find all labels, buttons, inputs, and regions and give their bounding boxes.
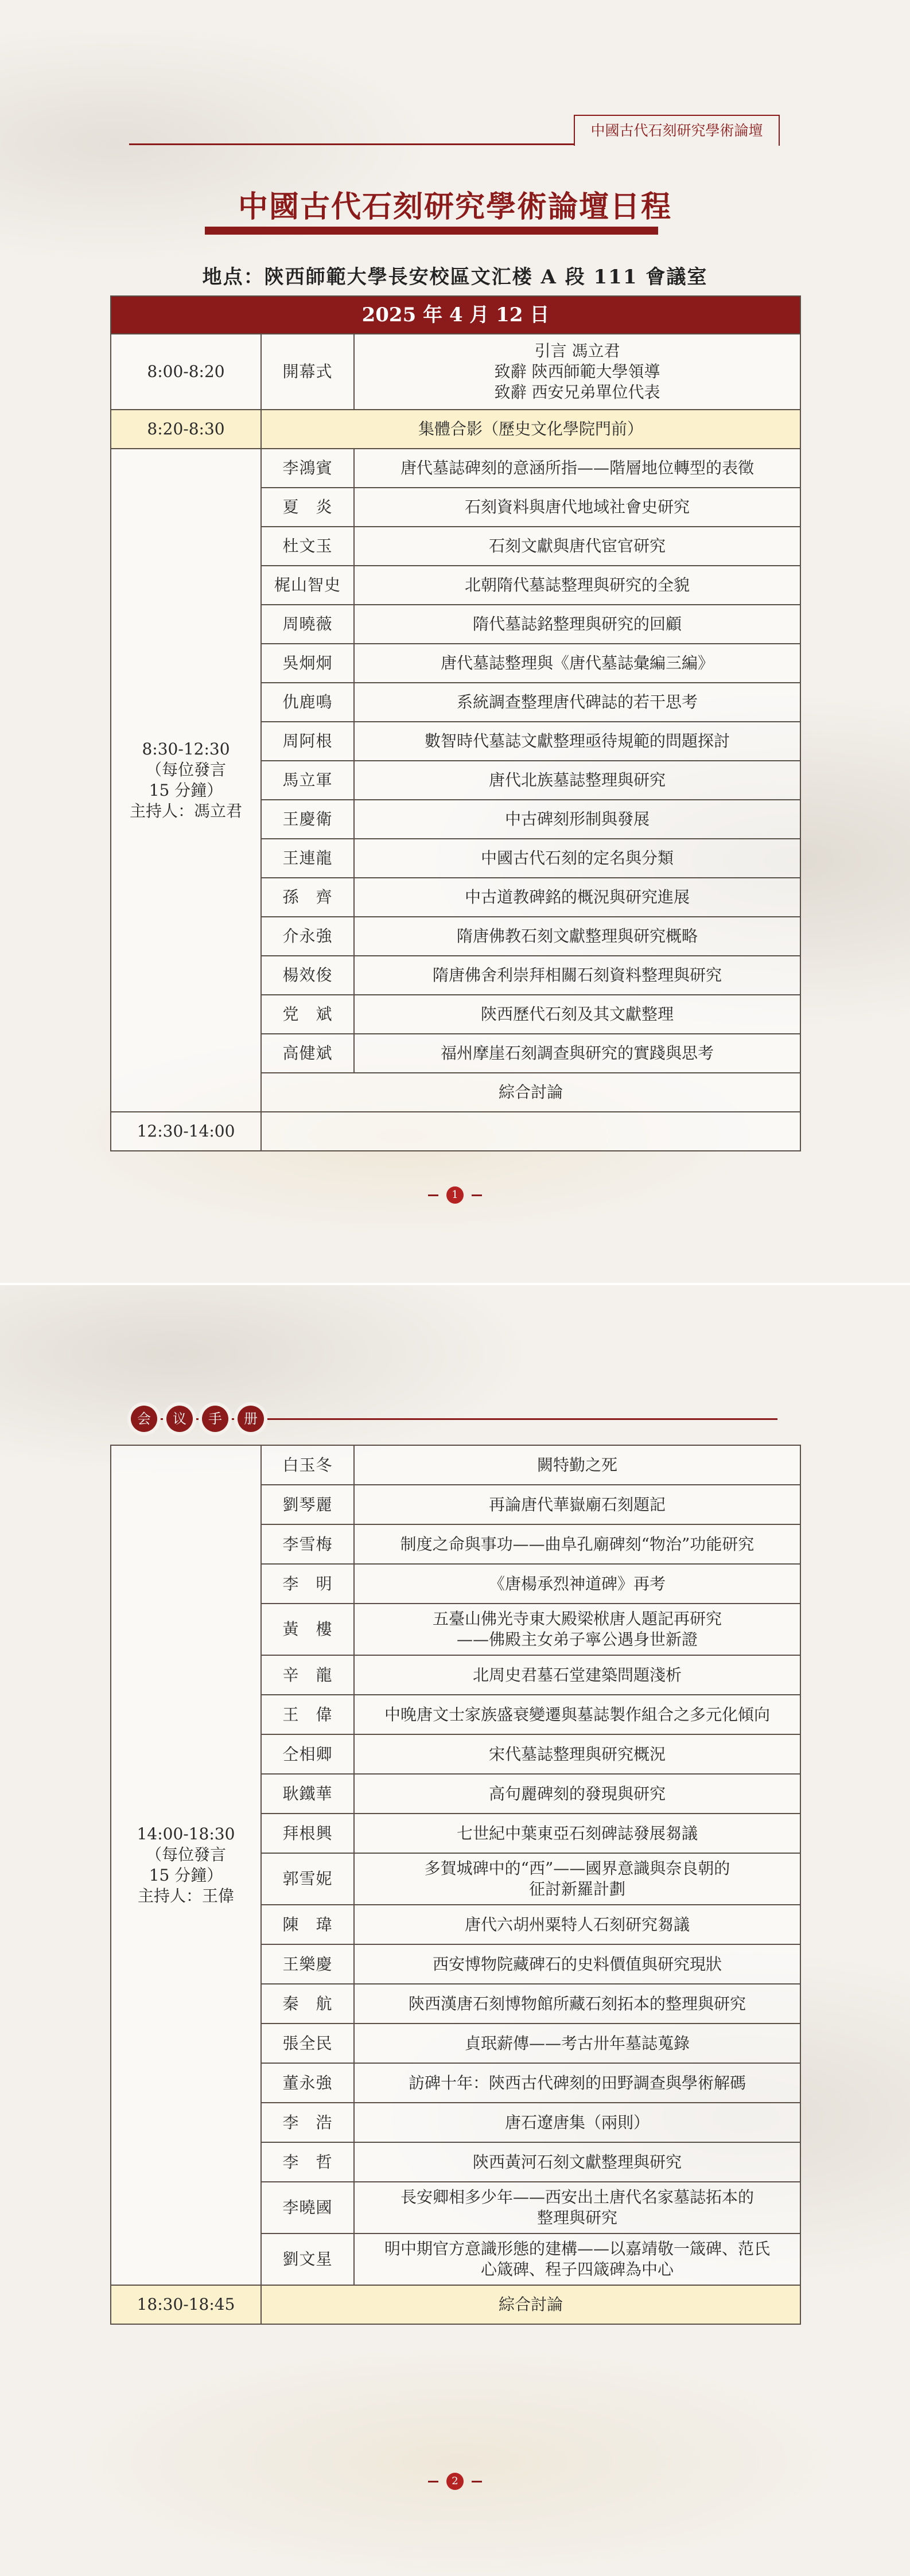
talk-topic-line: 中古碑刻形制與發展 (505, 810, 650, 828)
talk-topic-line: 中國古代石刻的定名與分類 (481, 849, 674, 867)
speaker-name: 馬立軍 (261, 761, 354, 800)
page-number-dash (472, 1194, 482, 1196)
talk-topic-line: 西安博物院藏碑石的史料價值與研究現狀 (432, 1954, 722, 1974)
location-text: 地点：陝西師範大學長安校區文汇楼 A 段 111 會議室 (202, 266, 708, 289)
speaker-name: 孫 齊 (261, 878, 354, 917)
opening-time: 8:00-8:20 (111, 334, 261, 410)
photo-row (111, 410, 800, 449)
talk-topic (354, 839, 800, 878)
session-host: 主持人：馮立君 (129, 801, 242, 820)
talk-topic (354, 761, 800, 800)
page-number-dot: 1 (446, 1186, 464, 1204)
speaker-name: 杜文玉 (261, 527, 354, 566)
closing-label: 綜合討論 (261, 2285, 800, 2324)
talk-topic-line: 闕特勤之死 (536, 1455, 617, 1474)
talk-topic-line: 七世紀中葉東亞石刻碑誌發展芻議 (456, 1823, 698, 1843)
speaker-name: 劉琴麗 (261, 1485, 354, 1524)
talk-topic-line: 數智時代墓誌文獻整理亟待規範的問題探討 (425, 731, 730, 750)
speaker-name: 拜根興 (261, 1814, 354, 1853)
speaker-name: 秦 航 (261, 1984, 354, 2024)
talk-topic (354, 644, 800, 683)
talk-topic-line: 中晚唐文士家族盛衰變遷與墓誌製作組合之多元化傾向 (384, 1705, 770, 1724)
speaker-name: 李鴻賓 (261, 449, 354, 488)
talk-topic-line: 福州摩崖石刻調查與研究的實踐與思考 (441, 1044, 714, 1063)
talk-topic (354, 995, 800, 1034)
talk-topic-line: 陝西黃河石刻文獻整理與研究 (472, 2152, 682, 2172)
speaker-name: 王慶衛 (261, 800, 354, 839)
talk-topic (354, 1564, 800, 1604)
talk-topic (354, 917, 800, 956)
talk-topic-line: 石刻文獻與唐代宦官研究 (489, 536, 666, 555)
speaker-name: 王樂慶 (261, 1944, 354, 1984)
talk-topic-line: 五臺山佛光寺東大殿梁栿唐人題記再研究 (432, 1609, 722, 1628)
speaker-name: 周阿根 (261, 722, 354, 761)
talk-topic-line: 整理與研究 (536, 2208, 617, 2227)
page-number-2 (0, 2473, 910, 2490)
talk-topic (354, 878, 800, 917)
talk-topic-line: 訪碑十年：陝西古代碑刻的田野調查與學術解碼 (408, 2073, 746, 2092)
talk-topic (354, 2063, 800, 2103)
speaker-name: 梶山智史 (261, 566, 354, 605)
talk-topic (354, 1604, 800, 1655)
manual-badge: 会 (131, 1406, 157, 1432)
schedule-table-morning (110, 295, 801, 1151)
speaker-name: 張全民 (261, 2024, 354, 2063)
talk-topic-line: 唐代墓誌整理與《唐代墓誌彙編三編》 (441, 653, 714, 672)
talk-topic (354, 1853, 800, 1905)
closing-row (111, 2285, 800, 2324)
talk-topic-line: 《唐楊承烈神道碑》再考 (488, 1574, 666, 1593)
session-info (111, 1445, 261, 2285)
talk-topic-line: 石刻資料與唐代地域社會史研究 (465, 497, 690, 516)
speaker-name: 仇鹿鳴 (261, 683, 354, 722)
speaker-name: 楊效俊 (261, 956, 354, 995)
speaker-name: 仝相卿 (261, 1734, 354, 1774)
talk-topic-line: 隋唐佛教石刻文獻整理與研究概略 (457, 927, 698, 945)
lunch-time: 12:30-14:00 (111, 1112, 261, 1151)
page-number-dot: 2 (446, 2473, 464, 2490)
manual-badge: 册 (238, 1406, 264, 1432)
page-number-dash (472, 2481, 482, 2482)
talk-topic-line: 隋代墓誌銘整理與研究的回顧 (473, 614, 682, 633)
talk-topic (354, 527, 800, 566)
session-host: 主持人：王偉 (137, 1886, 234, 1905)
speaker-name: 李 哲 (261, 2142, 354, 2182)
talk-topic (354, 1905, 800, 1944)
speaker-name: 李雪梅 (261, 1524, 354, 1564)
speaker-name: 李 明 (261, 1564, 354, 1604)
header-tag: 中國古代石刻研究學術論壇 (574, 115, 780, 146)
lunch-label (261, 1112, 800, 1151)
speaker-name: 董永強 (261, 2063, 354, 2103)
speaker-name: 李曉國 (261, 2182, 354, 2233)
talk-topic-line: 高句麗碑刻的發現與研究 (488, 1784, 666, 1803)
closing-time: 18:30-18:45 (111, 2285, 261, 2324)
speaker-name: 黃 樓 (261, 1604, 354, 1655)
table-row (111, 449, 800, 488)
talk-topic (354, 605, 800, 644)
speaker-name: 吳炯炯 (261, 644, 354, 683)
opening-label: 開幕式 (261, 334, 354, 410)
talk-topic (354, 566, 800, 605)
session-time: 8:30-12:30 (142, 740, 230, 758)
manual-badge: 议 (166, 1406, 193, 1432)
talk-topic-line: 長安卿相多少年——西安出土唐代名家墓誌拓本的 (400, 2188, 754, 2207)
speaker-name: 介永強 (261, 917, 354, 956)
talk-topic (354, 2024, 800, 2063)
talk-topic-line: 宋代墓誌整理與研究概況 (488, 1744, 666, 1764)
talk-topic-line: ——佛殿主女弟子寧公遇身世新證 (456, 1630, 698, 1649)
manual-badge: 手 (202, 1406, 228, 1432)
talk-topic-line: 陝西漢唐石刻博物館所藏石刻拓本的整理與研究 (408, 1994, 746, 2013)
page-number-dash (428, 2481, 438, 2482)
talk-topic-line: 北朝隋代墓誌整理與研究的全貌 (465, 575, 690, 594)
speaker-name: 王 偉 (261, 1695, 354, 1734)
page-title: 中國古代石刻研究學術論壇日程 (238, 189, 672, 224)
talk-topic (354, 2182, 800, 2233)
speaker-name: 辛 龍 (261, 1655, 354, 1695)
manual-badges (131, 1406, 264, 1432)
talk-topic (354, 488, 800, 527)
speaker-name: 党 斌 (261, 995, 354, 1034)
talk-topic (354, 722, 800, 761)
session-note2: 15 分鐘） (149, 781, 223, 800)
date-header: 2025 年 4 月 12 日 (111, 296, 800, 334)
talk-topic-line: 再論唐代華嶽廟石刻題記 (488, 1495, 666, 1514)
speaker-name: 周曉薇 (261, 605, 354, 644)
talk-topic (354, 1984, 800, 2024)
page-number-dash (428, 1194, 438, 1196)
talk-topic (354, 1445, 800, 1485)
talk-topic-line: 多賀城碑中的“西”——國界意識與奈良朝的 (424, 1859, 730, 1878)
opening-details (354, 334, 800, 410)
talk-topic-line: 唐代墓誌碑刻的意涵所指——階層地位轉型的表徵 (400, 458, 755, 477)
speaker-name: 郭雪妮 (261, 1853, 354, 1905)
talk-topic (354, 2233, 800, 2285)
session-note1: （每位發言 (145, 1845, 226, 1864)
title-underline (205, 227, 658, 235)
talk-topic-line: 心箴碑、程子四箴碑為中心 (480, 2260, 674, 2279)
session-time: 14:00-18:30 (137, 1824, 235, 1843)
page-number-1 (0, 1186, 910, 1204)
talk-topic-line: 征討新羅計劃 (528, 1880, 625, 1898)
photo-label: 集體合影（歷史文化學院門前） (261, 410, 800, 449)
page-1 (0, 0, 910, 1285)
talk-topic-line: 明中期官方意識形態的建構——以嘉靖敬一箴碑、范氏 (384, 2239, 770, 2258)
talk-topic (354, 2103, 800, 2142)
talk-topic (354, 1814, 800, 1853)
talk-topic-line: 中古道教碑銘的概況與研究進展 (465, 888, 690, 906)
opening-line: 引言 馮立君 (534, 341, 620, 360)
talk-topic (354, 1734, 800, 1774)
talk-topic (354, 1774, 800, 1814)
talk-topic-line: 系統調查整理唐代碑誌的若干思考 (457, 692, 698, 711)
schedule-table-afternoon (110, 1445, 801, 2325)
speaker-name: 陳 瑋 (261, 1905, 354, 1944)
speaker-name: 劉文星 (261, 2233, 354, 2285)
talk-topic (354, 683, 800, 722)
talk-topic-line: 唐代六胡州粟特人石刻研究芻議 (464, 1915, 690, 1934)
talk-topic-line: 唐石遼唐集（兩則） (504, 2112, 650, 2132)
photo-time: 8:20-8:30 (111, 410, 261, 449)
talk-topic-line: 唐代北族墓誌整理與研究 (489, 771, 666, 789)
speaker-name: 夏 炎 (261, 488, 354, 527)
speaker-name: 王連龍 (261, 839, 354, 878)
lunch-row (111, 1112, 800, 1151)
talk-topic (354, 956, 800, 995)
talk-topic-line: 制度之命與事功——曲阜孔廟碑刻“物治”功能研究 (400, 1534, 755, 1554)
talk-topic (354, 1034, 800, 1073)
speaker-name: 耿鐵華 (261, 1774, 354, 1814)
date-row (111, 296, 800, 334)
session-note1: （每位發言 (145, 760, 226, 779)
talk-topic (354, 1524, 800, 1564)
talk-topic (354, 1485, 800, 1524)
speaker-name: 李 浩 (261, 2103, 354, 2142)
talk-topic (354, 1944, 800, 1984)
talk-topic-line: 隋唐佛舍利崇拜相關石刻資料整理與研究 (433, 966, 722, 985)
opening-line: 致辭 西安兄弟單位代表 (494, 383, 660, 402)
opening-line: 致辭 陝西師範大學領導 (494, 362, 660, 381)
talk-topic (354, 2142, 800, 2182)
opening-row (111, 334, 800, 410)
table-row (111, 1445, 800, 1485)
session-note2: 15 分鐘） (149, 1866, 223, 1885)
speaker-name: 白玉冬 (261, 1445, 354, 1485)
talk-topic (354, 449, 800, 488)
session-info (111, 449, 261, 1112)
talk-topic (354, 1695, 800, 1734)
talk-topic-line: 陝西歷代石刻及其文獻整理 (481, 1005, 674, 1024)
talk-topic-line: 貞珉薪傳——考古卅年墓誌蒐錄 (464, 2033, 690, 2053)
speaker-name: 高健斌 (261, 1034, 354, 1073)
talk-topic (354, 800, 800, 839)
discussion-label: 綜合討論 (261, 1073, 800, 1112)
talk-topic-line: 北周史君墓石堂建築問題淺析 (472, 1665, 682, 1684)
talk-topic (354, 1655, 800, 1695)
